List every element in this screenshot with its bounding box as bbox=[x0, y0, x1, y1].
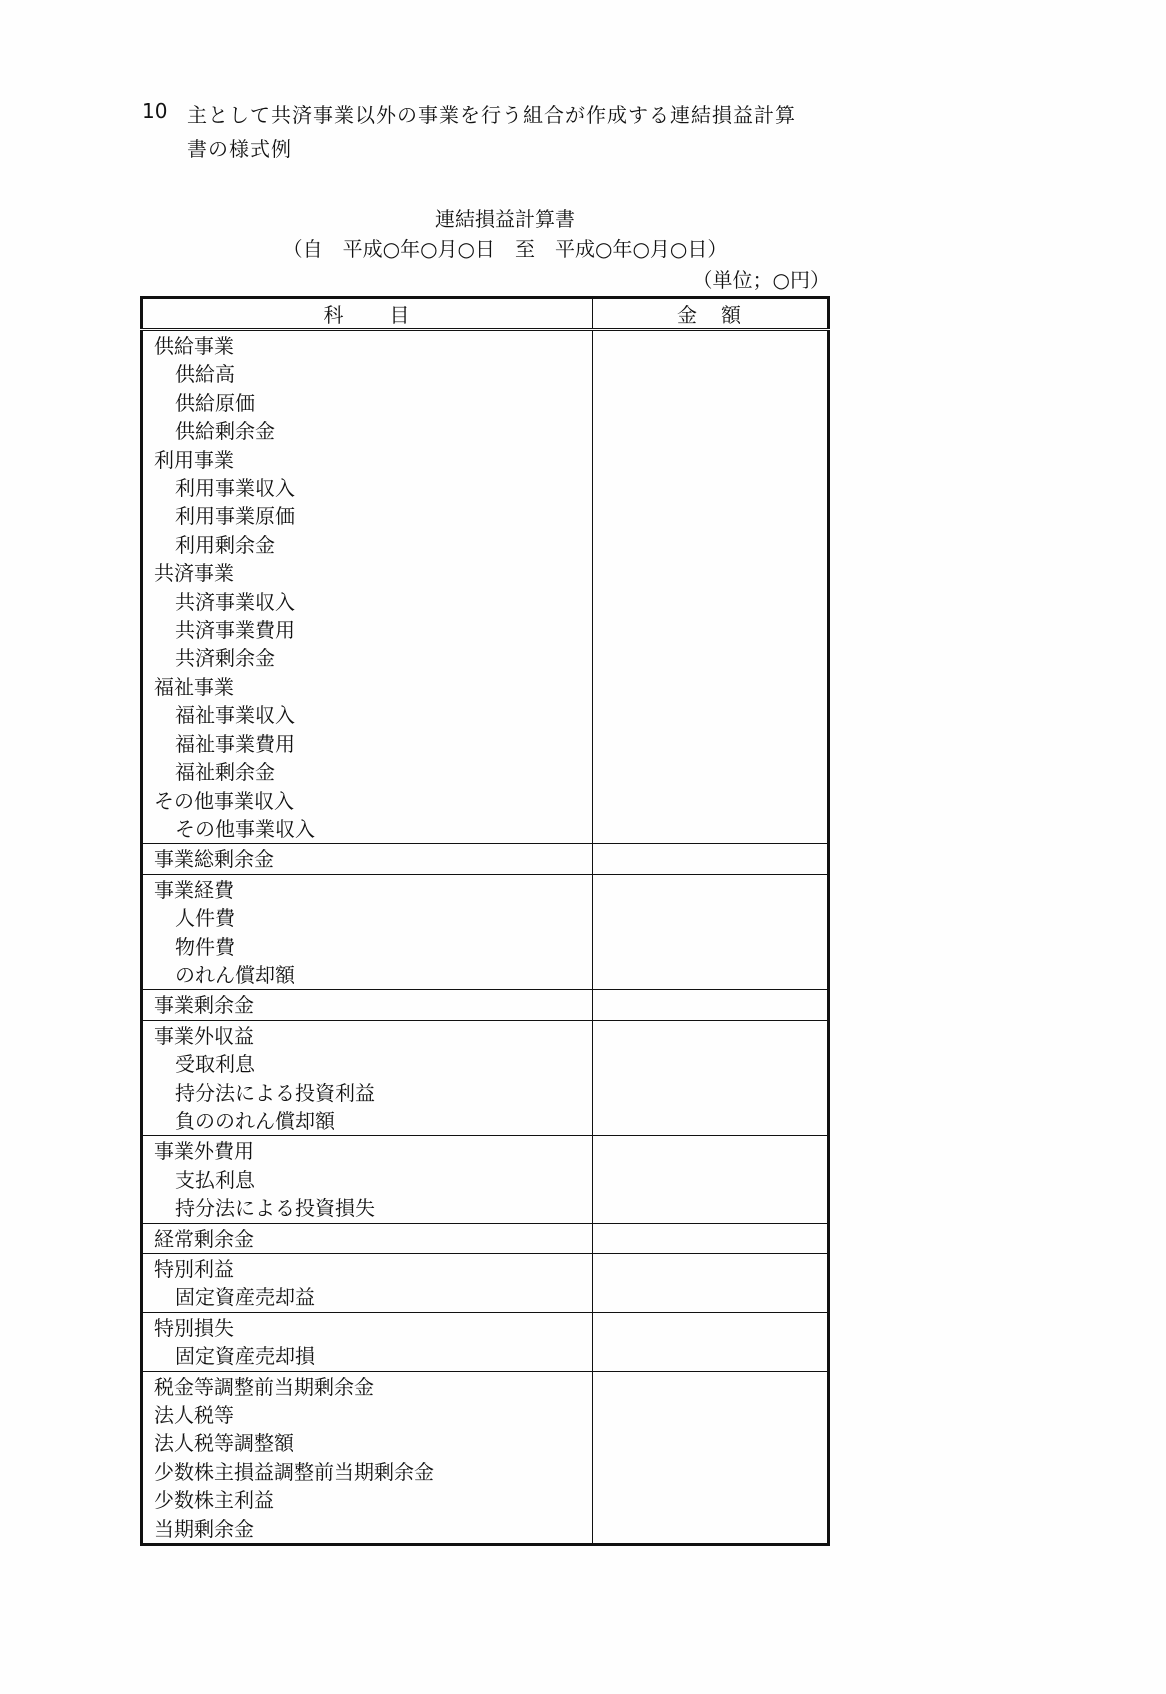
header-amount: 金 額 bbox=[593, 298, 829, 330]
table-group bbox=[142, 1223, 829, 1253]
amount-cell bbox=[593, 1312, 829, 1371]
header-account: 科 目 bbox=[142, 298, 593, 330]
table-row bbox=[142, 330, 829, 361]
table-row bbox=[142, 1020, 829, 1050]
account-label: 特別利益 bbox=[154, 1257, 234, 1281]
account-label: 供給原価 bbox=[175, 390, 255, 415]
table-row bbox=[142, 1136, 829, 1166]
statement-period: （自 平成○年○月○日 至 平成○年○月○日） bbox=[282, 237, 728, 261]
table-group bbox=[142, 1136, 829, 1223]
account-label: 持分法による投資利益 bbox=[175, 1080, 375, 1105]
account-label: その他事業収入 bbox=[154, 788, 294, 813]
amount-cell bbox=[593, 990, 829, 1020]
account-label: 共済事業 bbox=[154, 561, 234, 586]
table-group bbox=[142, 1020, 829, 1136]
income-statement-table bbox=[140, 296, 830, 1546]
account-label: 利用事業 bbox=[154, 447, 234, 472]
table-row bbox=[142, 844, 829, 874]
account-label: 持分法による投資損失 bbox=[175, 1196, 375, 1221]
account-label: 福祉剰余金 bbox=[175, 760, 275, 785]
account-label: 共済剰余金 bbox=[175, 646, 275, 671]
table-row bbox=[142, 874, 829, 904]
table-row bbox=[142, 990, 829, 1020]
account-label: 特別損失 bbox=[154, 1315, 234, 1340]
amount-cell bbox=[593, 874, 829, 990]
account-label: 福祉事業収入 bbox=[175, 703, 295, 728]
table-group bbox=[142, 844, 829, 874]
account-label: 供給剰余金 bbox=[175, 419, 275, 444]
amount-cell bbox=[593, 330, 829, 844]
account-label: 少数株主利益 bbox=[154, 1488, 274, 1513]
account-label: 利用事業収入 bbox=[175, 476, 295, 501]
amount-cell bbox=[593, 844, 829, 874]
table-group bbox=[142, 1254, 829, 1313]
amount-cell bbox=[593, 1254, 829, 1313]
table-group bbox=[142, 1312, 829, 1371]
account-label: 供給事業 bbox=[154, 334, 234, 358]
amount-cell bbox=[593, 1020, 829, 1136]
account-label: 税金等調整前当期剰余金 bbox=[154, 1374, 374, 1399]
account-label: 事業経費 bbox=[154, 877, 234, 902]
account-label: 少数株主損益調整前当期剰余金 bbox=[154, 1459, 434, 1484]
statement-unit: （単位；○円） bbox=[692, 268, 830, 292]
table-group bbox=[142, 874, 829, 990]
account-label: 固定資産売却損 bbox=[175, 1344, 315, 1369]
account-label: 人件費 bbox=[175, 906, 235, 931]
amount-cell bbox=[593, 1223, 829, 1253]
account-label: 法人税等 bbox=[154, 1403, 234, 1428]
account-label: 福祉事業費用 bbox=[175, 731, 295, 756]
account-label: 法人税等調整額 bbox=[154, 1431, 294, 1456]
account-label: 福祉事業 bbox=[154, 674, 234, 699]
table-group bbox=[142, 1371, 829, 1544]
account-label: 事業外費用 bbox=[154, 1139, 254, 1164]
account-label: 支払利息 bbox=[175, 1167, 255, 1192]
account-label: 共済事業費用 bbox=[175, 618, 295, 643]
account-label: 受取利息 bbox=[175, 1052, 255, 1077]
statement-title: 連結損益計算書 bbox=[435, 207, 575, 231]
table-header-row bbox=[142, 298, 829, 330]
account-label: 共済事業収入 bbox=[175, 589, 295, 614]
account-label: その他事業収入 bbox=[175, 816, 315, 841]
account-label: 経常剰余金 bbox=[154, 1226, 254, 1251]
account-label: 固定資産売却益 bbox=[175, 1285, 315, 1310]
account-label: 事業総剰余金 bbox=[154, 847, 274, 872]
table-row bbox=[142, 1223, 829, 1253]
section-heading-line1: 主として共済事業以外の事業を行う組合が作成する連結損益計算 bbox=[187, 103, 796, 127]
table-group bbox=[142, 990, 829, 1020]
table-row bbox=[142, 1254, 829, 1284]
account-label: 利用剰余金 bbox=[175, 532, 275, 557]
account-label: 事業外収益 bbox=[154, 1023, 254, 1048]
amount-cell bbox=[593, 1371, 829, 1544]
table-row bbox=[142, 1371, 829, 1401]
table-group bbox=[142, 330, 829, 844]
account-label: 供給高 bbox=[175, 362, 235, 387]
account-label: 利用事業原価 bbox=[175, 504, 295, 529]
account-label: 物件費 bbox=[175, 934, 235, 959]
account-label: 事業剰余金 bbox=[154, 993, 254, 1018]
table-row bbox=[142, 1312, 829, 1342]
account-label: のれん償却額 bbox=[175, 962, 295, 987]
account-label: 負ののれん償却額 bbox=[175, 1108, 335, 1133]
amount-cell bbox=[593, 1136, 829, 1223]
account-label: 当期剰余金 bbox=[154, 1516, 254, 1541]
section-heading-line2: 書の様式例 bbox=[187, 137, 292, 161]
section-number: 10 bbox=[142, 99, 168, 123]
